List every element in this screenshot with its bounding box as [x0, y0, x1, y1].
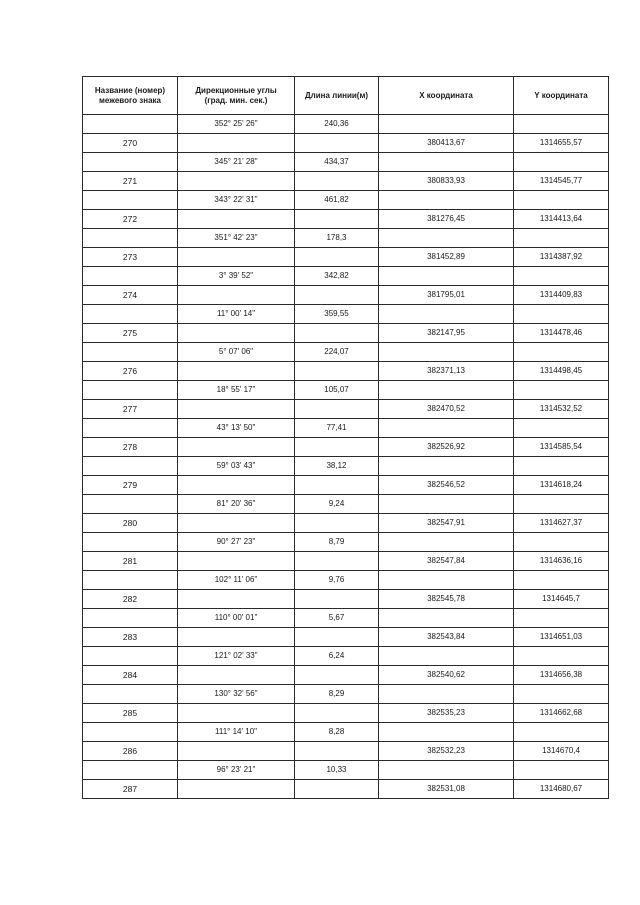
- empty-cell: [514, 761, 609, 780]
- angle-row: [83, 571, 609, 590]
- empty-cell: [514, 495, 609, 514]
- empty-cell: [379, 571, 514, 590]
- line-length-cell: 105,07: [295, 381, 379, 400]
- direction-angle-cell: 96° 23' 21": [178, 761, 295, 780]
- y-coordinate-cell: 1314387,92: [514, 248, 609, 267]
- direction-angle-cell: 111° 14' 10": [178, 723, 295, 742]
- line-length-cell: 77,41: [295, 419, 379, 438]
- empty-cell: [295, 666, 379, 685]
- y-coordinate-cell: 1314585,54: [514, 438, 609, 457]
- header-marker-name: Название (номер) межевого знака: [83, 77, 178, 115]
- marker-name-cell: 271: [83, 172, 178, 191]
- marker-name-cell: 273: [83, 248, 178, 267]
- empty-cell: [83, 191, 178, 210]
- y-coordinate-cell: 1314636,16: [514, 552, 609, 571]
- x-coordinate-cell: 380833,93: [379, 172, 514, 191]
- table-body: [83, 115, 609, 799]
- marker-row: [83, 210, 609, 229]
- angle-row: [83, 495, 609, 514]
- header-x-coordinate: X координата: [379, 77, 514, 115]
- x-coordinate-cell: 382371,13: [379, 362, 514, 381]
- x-coordinate-cell: 381276,45: [379, 210, 514, 229]
- empty-cell: [379, 647, 514, 666]
- y-coordinate-cell: 1314651,03: [514, 628, 609, 647]
- marker-name-cell: 279: [83, 476, 178, 495]
- x-coordinate-cell: 381452,89: [379, 248, 514, 267]
- empty-cell: [83, 153, 178, 172]
- direction-angle-cell: 351° 42' 23": [178, 229, 295, 248]
- y-coordinate-cell: 1314478,46: [514, 324, 609, 343]
- y-coordinate-cell: 1314655,57: [514, 134, 609, 153]
- line-length-cell: 342,82: [295, 267, 379, 286]
- marker-row: [83, 514, 609, 533]
- coordinates-table: [82, 76, 609, 799]
- marker-name-cell: 277: [83, 400, 178, 419]
- angle-row: [83, 305, 609, 324]
- angle-row: [83, 457, 609, 476]
- empty-cell: [379, 305, 514, 324]
- marker-row: [83, 704, 609, 723]
- empty-cell: [295, 742, 379, 761]
- angle-row: [83, 419, 609, 438]
- y-coordinate-cell: 1314545,77: [514, 172, 609, 191]
- marker-row: [83, 552, 609, 571]
- empty-cell: [83, 647, 178, 666]
- x-coordinate-cell: 382540,62: [379, 666, 514, 685]
- x-coordinate-cell: 382545,78: [379, 590, 514, 609]
- empty-cell: [514, 571, 609, 590]
- direction-angle-cell: 5° 07' 06": [178, 343, 295, 362]
- direction-angle-cell: 3° 39' 52": [178, 267, 295, 286]
- x-coordinate-cell: 380413,67: [379, 134, 514, 153]
- empty-cell: [83, 457, 178, 476]
- y-coordinate-cell: 1314670,4: [514, 742, 609, 761]
- x-coordinate-cell: 382532,23: [379, 742, 514, 761]
- y-coordinate-cell: 1314532,52: [514, 400, 609, 419]
- angle-row: [83, 153, 609, 172]
- line-length-cell: 240,36: [295, 115, 379, 134]
- x-coordinate-cell: 382535,23: [379, 704, 514, 723]
- marker-name-cell: 272: [83, 210, 178, 229]
- marker-name-cell: 276: [83, 362, 178, 381]
- direction-angle-cell: 130° 32' 56": [178, 685, 295, 704]
- empty-cell: [178, 780, 295, 799]
- empty-cell: [178, 286, 295, 305]
- empty-cell: [379, 457, 514, 476]
- marker-row: [83, 666, 609, 685]
- empty-cell: [379, 115, 514, 134]
- y-coordinate-cell: 1314627,37: [514, 514, 609, 533]
- line-length-cell: 8,29: [295, 685, 379, 704]
- empty-cell: [178, 172, 295, 191]
- empty-cell: [379, 343, 514, 362]
- y-coordinate-cell: 1314645,7: [514, 590, 609, 609]
- empty-cell: [379, 533, 514, 552]
- empty-cell: [379, 153, 514, 172]
- marker-name-cell: 284: [83, 666, 178, 685]
- empty-cell: [83, 343, 178, 362]
- marker-name-cell: 280: [83, 514, 178, 533]
- x-coordinate-cell: 382531,08: [379, 780, 514, 799]
- x-coordinate-cell: 382543,84: [379, 628, 514, 647]
- line-length-cell: 38,12: [295, 457, 379, 476]
- empty-cell: [295, 780, 379, 799]
- empty-cell: [379, 381, 514, 400]
- direction-angle-cell: 121° 02' 33": [178, 647, 295, 666]
- empty-cell: [83, 381, 178, 400]
- empty-cell: [379, 685, 514, 704]
- marker-name-cell: 286: [83, 742, 178, 761]
- empty-cell: [379, 761, 514, 780]
- line-length-cell: 9,24: [295, 495, 379, 514]
- marker-name-cell: 283: [83, 628, 178, 647]
- empty-cell: [83, 495, 178, 514]
- empty-cell: [379, 267, 514, 286]
- boundary-coordinates-document: [82, 76, 608, 823]
- angle-row: [83, 609, 609, 628]
- empty-cell: [514, 457, 609, 476]
- empty-cell: [379, 419, 514, 438]
- empty-cell: [514, 191, 609, 210]
- empty-cell: [379, 229, 514, 248]
- direction-angle-cell: 11° 00' 14": [178, 305, 295, 324]
- empty-cell: [295, 248, 379, 267]
- line-length-cell: 10,33: [295, 761, 379, 780]
- marker-name-cell: 270: [83, 134, 178, 153]
- direction-angle-cell: 81° 20' 36": [178, 495, 295, 514]
- empty-cell: [514, 305, 609, 324]
- x-coordinate-cell: 382546,52: [379, 476, 514, 495]
- empty-cell: [379, 495, 514, 514]
- empty-cell: [295, 400, 379, 419]
- direction-angle-cell: 18° 55' 17": [178, 381, 295, 400]
- empty-cell: [83, 761, 178, 780]
- empty-cell: [379, 723, 514, 742]
- empty-cell: [178, 666, 295, 685]
- empty-cell: [514, 685, 609, 704]
- direction-angle-cell: 345° 21' 28": [178, 153, 295, 172]
- angle-row: [83, 229, 609, 248]
- empty-cell: [295, 324, 379, 343]
- header-line-length: Длина линии(м): [295, 77, 379, 115]
- empty-cell: [178, 742, 295, 761]
- angle-row: [83, 685, 609, 704]
- marker-row: [83, 628, 609, 647]
- empty-cell: [178, 324, 295, 343]
- line-length-cell: 5,67: [295, 609, 379, 628]
- angle-row: [83, 191, 609, 210]
- empty-cell: [295, 552, 379, 571]
- empty-cell: [83, 305, 178, 324]
- empty-cell: [379, 609, 514, 628]
- empty-cell: [178, 248, 295, 267]
- empty-cell: [178, 628, 295, 647]
- line-length-cell: 8,28: [295, 723, 379, 742]
- angle-row: [83, 533, 609, 552]
- empty-cell: [295, 704, 379, 723]
- empty-cell: [514, 419, 609, 438]
- empty-cell: [178, 400, 295, 419]
- empty-cell: [295, 286, 379, 305]
- marker-row: [83, 362, 609, 381]
- empty-cell: [178, 552, 295, 571]
- empty-cell: [83, 115, 178, 134]
- angle-row: [83, 761, 609, 780]
- line-length-cell: 461,82: [295, 191, 379, 210]
- header-y-coordinate: Y координата: [514, 77, 609, 115]
- empty-cell: [295, 476, 379, 495]
- empty-cell: [295, 134, 379, 153]
- empty-cell: [295, 210, 379, 229]
- empty-cell: [178, 134, 295, 153]
- marker-name-cell: 285: [83, 704, 178, 723]
- direction-angle-cell: 90° 27' 23": [178, 533, 295, 552]
- y-coordinate-cell: 1314409,83: [514, 286, 609, 305]
- empty-cell: [178, 704, 295, 723]
- marker-row: [83, 780, 609, 799]
- x-coordinate-cell: 382547,91: [379, 514, 514, 533]
- empty-cell: [295, 362, 379, 381]
- empty-cell: [83, 609, 178, 628]
- empty-cell: [295, 590, 379, 609]
- direction-angle-cell: 59° 03' 43": [178, 457, 295, 476]
- angle-row: [83, 381, 609, 400]
- empty-cell: [178, 210, 295, 229]
- empty-cell: [83, 533, 178, 552]
- empty-cell: [514, 343, 609, 362]
- line-length-cell: 359,55: [295, 305, 379, 324]
- x-coordinate-cell: 382547,84: [379, 552, 514, 571]
- line-length-cell: 178,3: [295, 229, 379, 248]
- line-length-cell: 434,37: [295, 153, 379, 172]
- marker-row: [83, 248, 609, 267]
- empty-cell: [514, 229, 609, 248]
- empty-cell: [295, 172, 379, 191]
- direction-angle-cell: 110° 00' 01": [178, 609, 295, 628]
- marker-row: [83, 172, 609, 191]
- empty-cell: [514, 647, 609, 666]
- angle-row: [83, 343, 609, 362]
- x-coordinate-cell: 382147,95: [379, 324, 514, 343]
- empty-cell: [178, 476, 295, 495]
- empty-cell: [178, 514, 295, 533]
- line-length-cell: 6,24: [295, 647, 379, 666]
- marker-row: [83, 324, 609, 343]
- x-coordinate-cell: 382526,92: [379, 438, 514, 457]
- marker-name-cell: 275: [83, 324, 178, 343]
- empty-cell: [83, 723, 178, 742]
- direction-angle-cell: 352° 25' 26": [178, 115, 295, 134]
- marker-row: [83, 134, 609, 153]
- empty-cell: [83, 229, 178, 248]
- marker-row: [83, 476, 609, 495]
- empty-cell: [514, 609, 609, 628]
- empty-cell: [514, 723, 609, 742]
- empty-cell: [83, 685, 178, 704]
- y-coordinate-cell: 1314618,24: [514, 476, 609, 495]
- marker-name-cell: 274: [83, 286, 178, 305]
- empty-cell: [178, 590, 295, 609]
- x-coordinate-cell: 382470,52: [379, 400, 514, 419]
- marker-row: [83, 590, 609, 609]
- marker-row: [83, 400, 609, 419]
- empty-cell: [514, 533, 609, 552]
- header-direction-angle: Дирекционные углы (град. мин. сек.): [178, 77, 295, 115]
- angle-row: [83, 267, 609, 286]
- direction-angle-cell: 102° 11' 06": [178, 571, 295, 590]
- marker-name-cell: 282: [83, 590, 178, 609]
- marker-row: [83, 742, 609, 761]
- marker-name-cell: 281: [83, 552, 178, 571]
- table-header-row: [83, 77, 609, 115]
- empty-cell: [514, 153, 609, 172]
- angle-row: [83, 723, 609, 742]
- empty-cell: [295, 438, 379, 457]
- empty-cell: [83, 419, 178, 438]
- empty-cell: [178, 438, 295, 457]
- angle-row: [83, 647, 609, 666]
- y-coordinate-cell: 1314498,45: [514, 362, 609, 381]
- line-length-cell: 8,79: [295, 533, 379, 552]
- marker-row: [83, 286, 609, 305]
- empty-cell: [83, 571, 178, 590]
- direction-angle-cell: 43° 13' 50": [178, 419, 295, 438]
- angle-row: [83, 115, 609, 134]
- empty-cell: [514, 115, 609, 134]
- x-coordinate-cell: 381795,01: [379, 286, 514, 305]
- empty-cell: [514, 267, 609, 286]
- direction-angle-cell: 343° 22' 31": [178, 191, 295, 210]
- line-length-cell: 9,76: [295, 571, 379, 590]
- y-coordinate-cell: 1314680,67: [514, 780, 609, 799]
- y-coordinate-cell: 1314656,38: [514, 666, 609, 685]
- marker-row: [83, 438, 609, 457]
- empty-cell: [295, 628, 379, 647]
- marker-name-cell: 287: [83, 780, 178, 799]
- empty-cell: [514, 381, 609, 400]
- y-coordinate-cell: 1314413,64: [514, 210, 609, 229]
- marker-name-cell: 278: [83, 438, 178, 457]
- line-length-cell: 224,07: [295, 343, 379, 362]
- empty-cell: [379, 191, 514, 210]
- empty-cell: [178, 362, 295, 381]
- y-coordinate-cell: 1314662,68: [514, 704, 609, 723]
- empty-cell: [83, 267, 178, 286]
- empty-cell: [295, 514, 379, 533]
